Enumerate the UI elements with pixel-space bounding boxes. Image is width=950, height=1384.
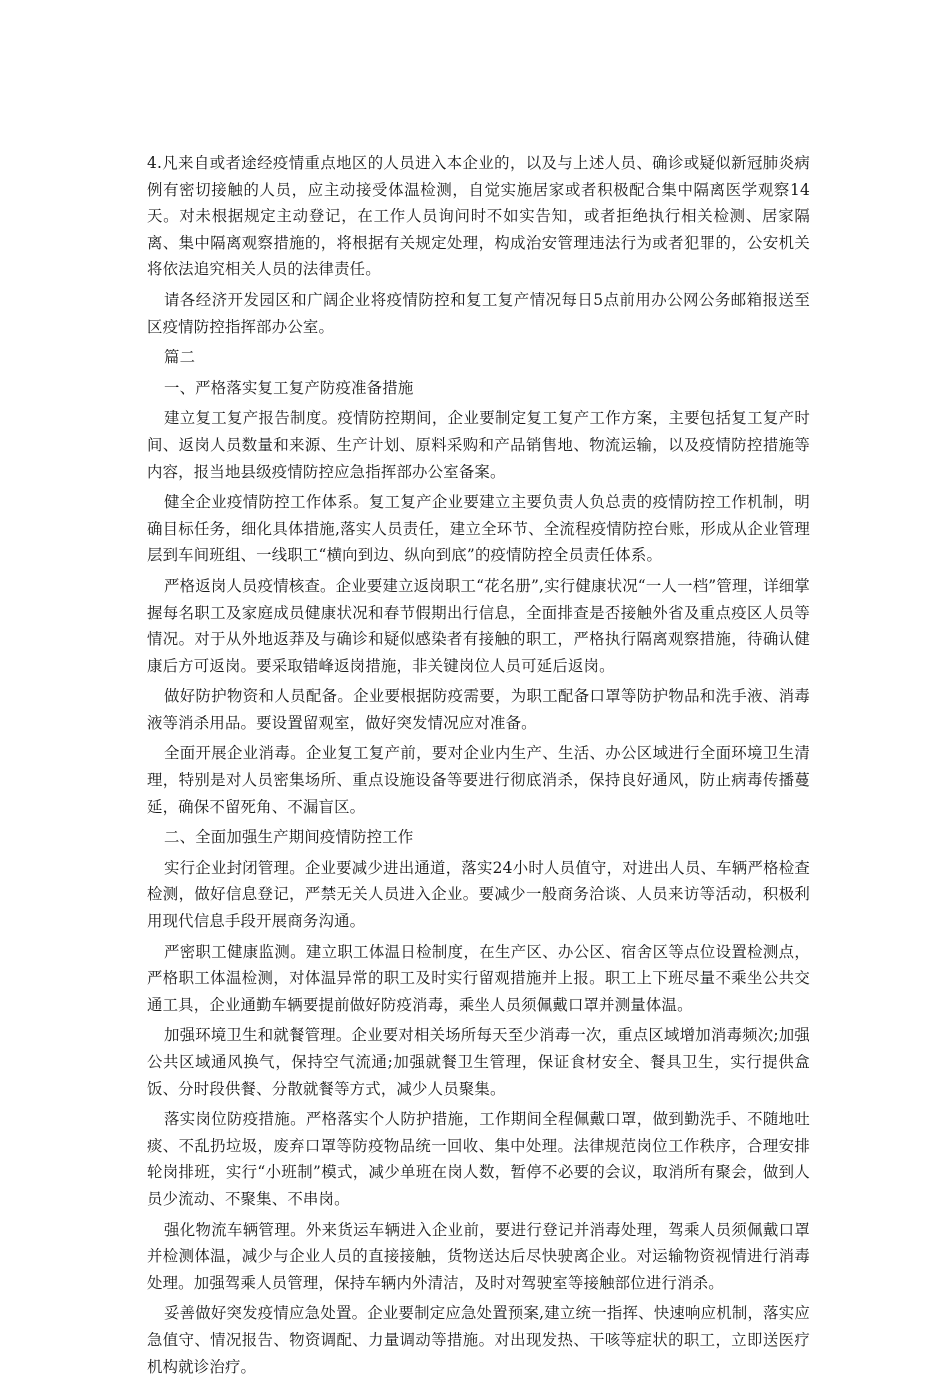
paragraph-emergency: 妥善做好突发疫情应急处置。企业要制定应急处置预案,建立统一指挥、快速响应机制，落实应急值守、情况报告、物资调配、力量调动等措施。对出现发热、干咳等症状的职工，立即送医疗机构就诊治疗。 <box>147 1304 810 1376</box>
section-heading-1: 一、严格落实复工复产防疫准备措施 <box>164 378 414 397</box>
paragraph-post-measures: 落实岗位防疫措施。严格落实个人防护措施，工作期间全程佩戴口罩，做到勤洗手、不随地吐痰、不乱扔垃圾，废弃口罩等防疫物品统一回收、集中处理。法律规范岗位工作秩序，合理安排轮岗排班，实行“小班制”模式，减少单班在岗人数，暂停不必要的会议，取消所有聚会，做到人员少流动、不聚集、不串岗。 <box>147 1110 810 1208</box>
paragraph-health-monitoring: 严密职工健康监测。建立职工体温日检制度，在生产区、办公区、宿舍区等点位设置检测点，严格职工体温检测，对体温异常的职工及时实行留观措施并上报。职工上下班尽量不乘坐公共交通工具，企业通勤车辆要提前做好防疫消毒，乘坐人员须佩戴口罩并测量体温。 <box>147 942 810 1014</box>
paragraph-protective-supplies: 做好防护物资和人员配备。企业要根据防疫需要，为职工配备口罩等防护物品和洗手液、消毒液等消杀用品。要设置留观室，做好突发情况应对准备。 <box>147 687 810 732</box>
paragraph-return-check: 严格返岗人员疫情核查。企业要建立返岗职工“花名册”,实行健康状况“一人一档”管理，详细掌握每名职工及家庭成员健康状况和春节假期出行信息，全面排查是否接触外省及重点疫区人员等情况。对于从外地返莽及与确诊和疑似感染者有接触的职工，严格执行隔离观察措施，待确认健康后方可返岗。要采取错峰返岗措施，非关键岗位人员可延后返岗。 <box>147 576 810 675</box>
paragraph-closed-management: 实行企业封闭管理。企业要减少进出通道，落实24小时人员值守，对进出人员、车辆严格检查检测，做好信息登记，严禁无关人员进入企业。要减少一般商务洽谈、人员来访等活动，积极利用现代信息手段开展商务沟通。 <box>147 858 810 931</box>
paragraph-disinfection: 全面开展企业消毒。企业复工复产前，要对企业内生产、生活、办公区域进行全面环境卫生清理，特别是对人员密集场所、重点设施设备等要进行彻底消杀，保持良好通风，防止病毒传播蔓延，确保不留死角、不漏盲区。 <box>147 744 810 816</box>
paragraph-control-system: 健全企业疫情防控工作体系。复工复产企业要建立主要负责人负总责的疫情防控工作机制，明确目标任务，细化具体措施,落实人员责任，建立全环节、全流程疫情防控台账，形成从企业管理层到车间班组、一线职工“横向到边、纵向到底”的疫情防控全员责任体系。 <box>147 493 810 565</box>
paragraph-logistics: 强化物流车辆管理。外来货运车辆进入企业前，要进行登记并消毒处理，驾乘人员须佩戴口罩并检测体温，减少与企业人员的直接接触，货物送达后尽快驶离企业。对运输物资视情进行消毒处理。加强驾乘人员管理，保持车辆内外清洁，及时对驾驶室等接触部位进行消杀。 <box>147 1220 810 1292</box>
paragraph-report-request: 请各经济开发园区和广阔企业将疫情防控和复工复产情况每日5点前用办公网公务邮箱报送至区疫情防控指挥部办公室。 <box>147 290 810 336</box>
paragraph-item-4: 4.凡来自或者途经疫情重点地区的人员进入本企业的，以及与上述人员、确诊或疑似新冠肺炎病例有密切接触的人员，应主动接受体温检测，自觉实施居家或者积极配合集中隔离医学观察14天。对未根据规定主动登记，在工作人员询问时不如实告知，或者拒绝执行相关检测、居家隔离、集中隔离观察措施的，将根据有关规定处理，构成治安管理违法行为或者犯罪的，公安机关将依法追究相关人员的法律责任。 <box>147 154 810 279</box>
section-label-part-two: 篇二 <box>164 348 196 367</box>
paragraph-hygiene-dining: 加强环境卫生和就餐管理。企业要对相关场所每天至少消毒一次，重点区域增加消毒频次;加强公共区域通风换气，保持空气流通;加强就餐卫生管理，保证食材安全、餐具卫生，实行提供盒饭、分时段供餐、分散就餐等方式，减少人员聚集。 <box>147 1026 810 1098</box>
document-body <box>147 150 810 1384</box>
section-heading-2: 二、全面加强生产期间疫情防控工作 <box>164 828 414 847</box>
paragraph-report-system: 建立复工复产报告制度。疫情防控期间，企业要制定复工复产工作方案，主要包括复工复产时间、返岗人员数量和来源、生产计划、原料采购和产品销售地、物流运输，以及疫情防控措施等内容，报当地县级疫情防控应急指挥部办公室备案。 <box>147 409 810 481</box>
